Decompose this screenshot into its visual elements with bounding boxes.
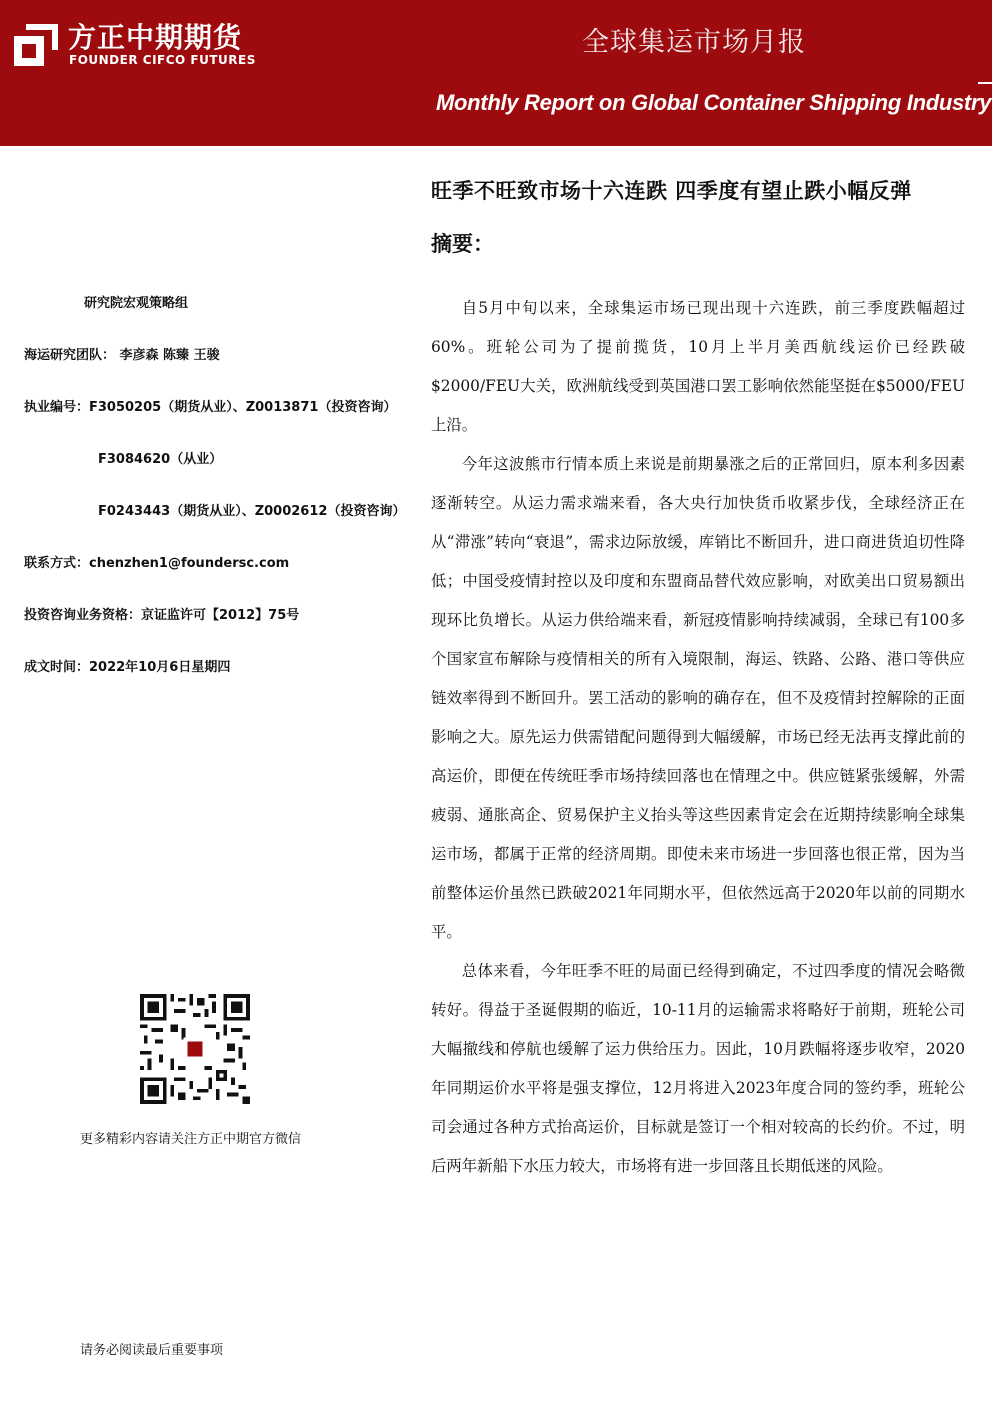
- report-title-en: Monthly Report on Global Container Shipping Industry: [436, 90, 992, 115]
- abstract-body: [431, 289, 965, 1186]
- abstract-paragraph: 今年这波熊市行情本质上来说是前期暴涨之后的正常回归，原本利多因素逐渐转空。从运力需求端来看，各大央行加快货币收紧步伐，全球经济正在从“滞涨”转向“衰退”，需求边际放缓，库销比不断回升，进口商进货迫切性降低；中国受疫情封控以及印度和东盟商品替代效应影响，对欧美出口贸易额出现环比负增长。从运力供给端来看，新冠疫情影响持续减弱，全球已有100多个国家宣布解除与疫情相关的所有入境限制，海运、铁路、公路、港口等供应链效率得到不断回升。罢工活动的影响的确存在，但不及疫情封控解除的正面影响之大。原先运力供需错配问题得到大幅缓解，市场已经无法再支撑此前的高运价，即便在传统旺季市场持续回落也在情理之中。供应链紧张缓解，外需疲弱、通胀高企、贸易保护主义抬头等这些因素肯定会在近期持续影响全球集运市场，都属于正常的经济周期。即使未来市场进一步回落也很正常，因为当前整体运价虽然已跌破2021年同期水平，但依然远高于2020年以前的同期水平。: [431, 455, 965, 941]
- abstract-title: 摘要：: [431, 232, 494, 256]
- abstract-paragraph: 自5月中旬以来，全球集运市场已现出现十六连跌，前三季度跌幅超过60%。班轮公司为了提前揽货，10月上半月美西航线运价已经跌破$2000/FEU大关，欧洲航线受到英国港口罢工影响依然能坚挺在$5000/FEU上沿。: [431, 299, 965, 434]
- research-group: 研究院宏观策略组: [84, 296, 189, 311]
- header-divider: [978, 82, 992, 84]
- logo-text-cn: 方正中期期货: [68, 21, 243, 54]
- abstract-paragraph: 总体来看，今年旺季不旺的局面已经得到确定，不过四季度的情况会略微转好。得益于圣诞假期的临近，10-11月的运输需求将略好于前期，班轮公司大幅撤线和停航也缓解了运力供给压力。因此，10月跌幅将逐步收窄，2020年同期运价水平将是强支撑位，12月将进入2023年度合同的签约季，班轮公司会通过各种方式抬高运价，目标就是签订一个相对较高的长约价。不过，明后两年新船下水压力较大，市场将有进一步回落且长期低迷的风险。: [431, 962, 965, 1175]
- qr-caption: 更多精彩内容请关注方正中期官方微信: [80, 1132, 302, 1147]
- report-title-cn: 全球集运市场月报: [582, 27, 806, 58]
- footer-disclaimer-note: 请务必阅读最后重要事项: [80, 1343, 224, 1358]
- wechat-qr-code: [140, 994, 250, 1104]
- license-numbers: 执业编号：F3050205（期货从业）、Z0013871（投资咨询）: [24, 400, 397, 415]
- license-numbers-3: F0243443（期货从业）、Z0002612（投资咨询）: [98, 504, 406, 519]
- publish-date: 成文时间：2022年10月6日星期四: [24, 660, 231, 675]
- article-headline: 旺季不旺致市场十六连跌 四季度有望止跌小幅反弹: [431, 179, 912, 203]
- logo-text-en: FOUNDER CIFCO FUTURES: [69, 53, 256, 67]
- advisory-qualification: 投资咨询业务资格：京证监许可【2012】75号: [24, 608, 300, 623]
- license-numbers-2: F3084620（从业）: [98, 452, 223, 467]
- founder-logo-icon: [12, 20, 60, 68]
- report-header: [0, 0, 992, 146]
- contact-email: 联系方式：chenzhen1@foundersc.com: [24, 556, 290, 571]
- research-team: 海运研究团队： 李彦森 陈臻 王骏: [24, 348, 220, 363]
